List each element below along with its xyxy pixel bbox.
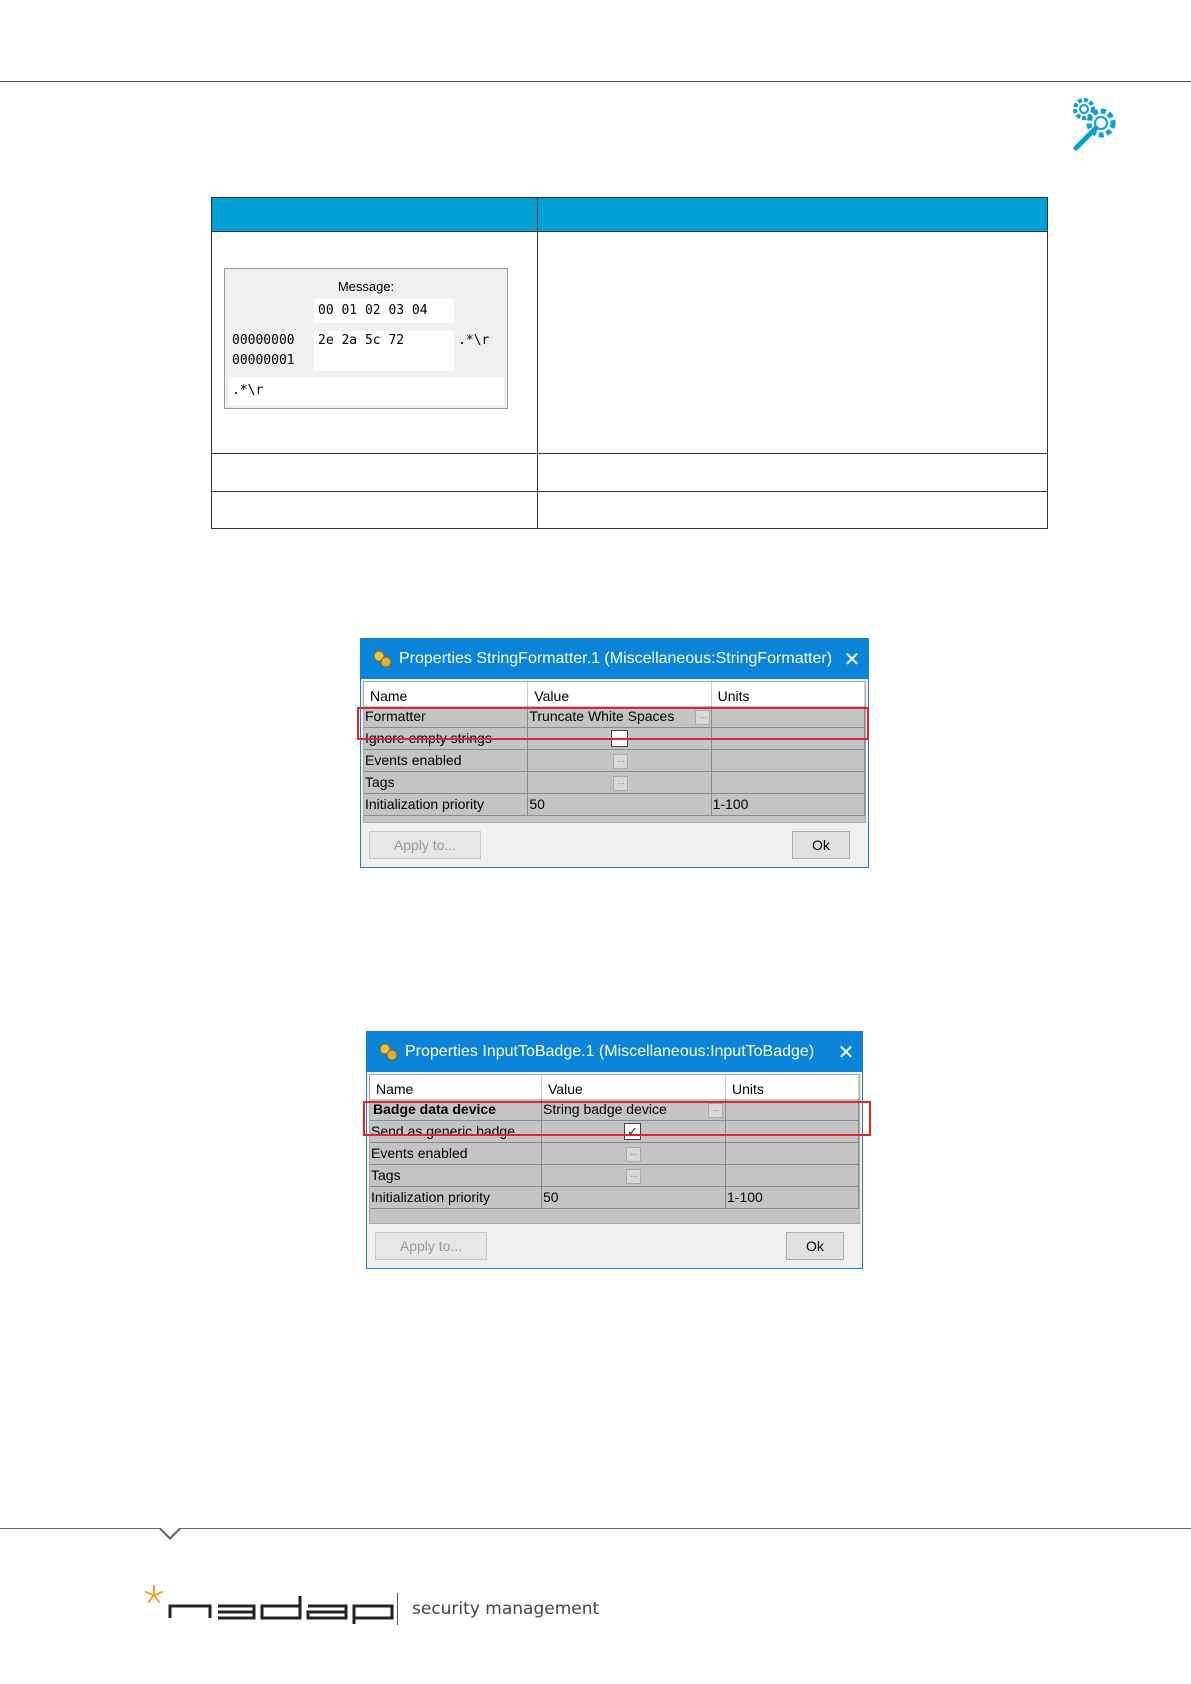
property-value[interactable] (528, 750, 711, 771)
footer-tagline: security management (412, 1599, 600, 1619)
offset-0: 00000000 (232, 333, 295, 348)
grid-header (364, 682, 865, 706)
apply-to-button[interactable]: Apply to... (375, 1232, 487, 1260)
table-row (212, 492, 1048, 529)
dialog-title: Properties StringFormatter.1 (Miscellaneous:StringFormatter) (399, 650, 833, 667)
dialog-titlebar (367, 1032, 862, 1072)
dialog-buttons (361, 823, 868, 867)
property-units: 1-100 (712, 794, 865, 815)
hex-row: 2e 2a 5c 72 (318, 333, 405, 348)
footer-divider (397, 1593, 398, 1625)
settings-wrench-icon (1068, 95, 1128, 155)
close-icon[interactable]: ✕ (843, 648, 861, 671)
col-name-header: Name (364, 682, 528, 706)
col-units-header: Units (726, 1075, 859, 1099)
ellipsis-button[interactable]: ... (613, 776, 628, 791)
table-header-row (212, 198, 1048, 232)
ok-button[interactable]: Ok (786, 1232, 844, 1260)
property-units (712, 750, 865, 771)
offset-1: 00000001 (232, 353, 295, 368)
properties-icon (371, 648, 393, 670)
property-value[interactable]: 50 (542, 1187, 726, 1208)
property-value[interactable] (542, 1143, 726, 1164)
message-title: Message: (337, 279, 395, 294)
property-name: Events enabled (370, 1143, 542, 1164)
message-result: .*\r (228, 377, 504, 405)
dialog-title: Properties InputToBadge.1 (Miscellaneous:InputToBadge) (405, 1043, 815, 1060)
property-grid (363, 681, 866, 823)
ellipsis-button[interactable]: ... (708, 1103, 723, 1118)
ellipsis-button[interactable]: ... (695, 710, 710, 725)
table-row[interactable] (364, 794, 865, 816)
grid-header (370, 1075, 859, 1099)
property-value[interactable] (528, 772, 711, 793)
property-name: Formatter (364, 706, 528, 727)
property-name: Ignore empty strings (364, 728, 528, 749)
property-units (726, 1165, 859, 1186)
dialog-titlebar (361, 639, 868, 679)
hex-header: 00 01 02 03 04 (314, 299, 454, 323)
col-name-header: Name (370, 1075, 542, 1099)
property-name: Tags (370, 1165, 542, 1186)
message-preview (224, 268, 508, 409)
property-name: Tags (364, 772, 528, 793)
col-value-header: Value (542, 1075, 726, 1099)
dialog-buttons (367, 1224, 862, 1268)
table-row (212, 454, 1048, 492)
table-cell (538, 454, 1048, 492)
ok-button[interactable]: Ok (792, 831, 850, 859)
inputtobadge-dialog (366, 1031, 863, 1269)
property-name: Events enabled (364, 750, 528, 771)
property-units (712, 772, 865, 793)
ellipsis-button[interactable]: ... (626, 1147, 641, 1162)
info-table (211, 197, 1048, 529)
ellipsis-button[interactable]: ... (626, 1169, 641, 1184)
header-rule (0, 81, 1191, 82)
highlight-box (363, 1101, 871, 1136)
table-row[interactable] (364, 772, 865, 794)
table-cell (538, 492, 1048, 529)
property-name: Badge data device (370, 1099, 542, 1120)
property-name: Send as generic badge (370, 1121, 542, 1142)
col-units-header: Units (712, 682, 865, 706)
property-value-text: String badge device (543, 1101, 667, 1117)
property-value[interactable] (542, 1165, 726, 1186)
table-row (212, 232, 1048, 454)
property-value[interactable]: 50 (528, 794, 711, 815)
property-grid (369, 1074, 860, 1224)
table-row[interactable] (370, 1165, 859, 1187)
nedap-logo (142, 1584, 394, 1626)
table-cell (212, 492, 538, 529)
table-cell (212, 454, 538, 492)
table-cell (212, 232, 538, 454)
ellipsis-button[interactable]: ... (613, 754, 628, 769)
table-row[interactable] (370, 1143, 859, 1165)
stringformatter-dialog (360, 638, 869, 868)
properties-icon (377, 1041, 399, 1063)
table-row[interactable] (370, 1187, 859, 1209)
table-header-cell (538, 198, 1048, 232)
table-header-cell (212, 198, 538, 232)
ascii-row: .*\r (458, 333, 490, 348)
checkbox-checked[interactable]: ✓ (624, 1123, 641, 1140)
table-cell (538, 232, 1048, 454)
property-name: Initialization priority (370, 1187, 542, 1208)
apply-to-button[interactable]: Apply to... (369, 831, 481, 859)
col-value-header: Value (528, 682, 711, 706)
property-name: Initialization priority (364, 794, 528, 815)
property-units: 1-100 (726, 1187, 859, 1208)
close-icon[interactable]: ✕ (837, 1041, 855, 1064)
highlight-box (357, 707, 869, 740)
property-units (726, 1143, 859, 1164)
property-value-text: Truncate White Spaces (529, 708, 675, 724)
table-row[interactable] (364, 750, 865, 772)
